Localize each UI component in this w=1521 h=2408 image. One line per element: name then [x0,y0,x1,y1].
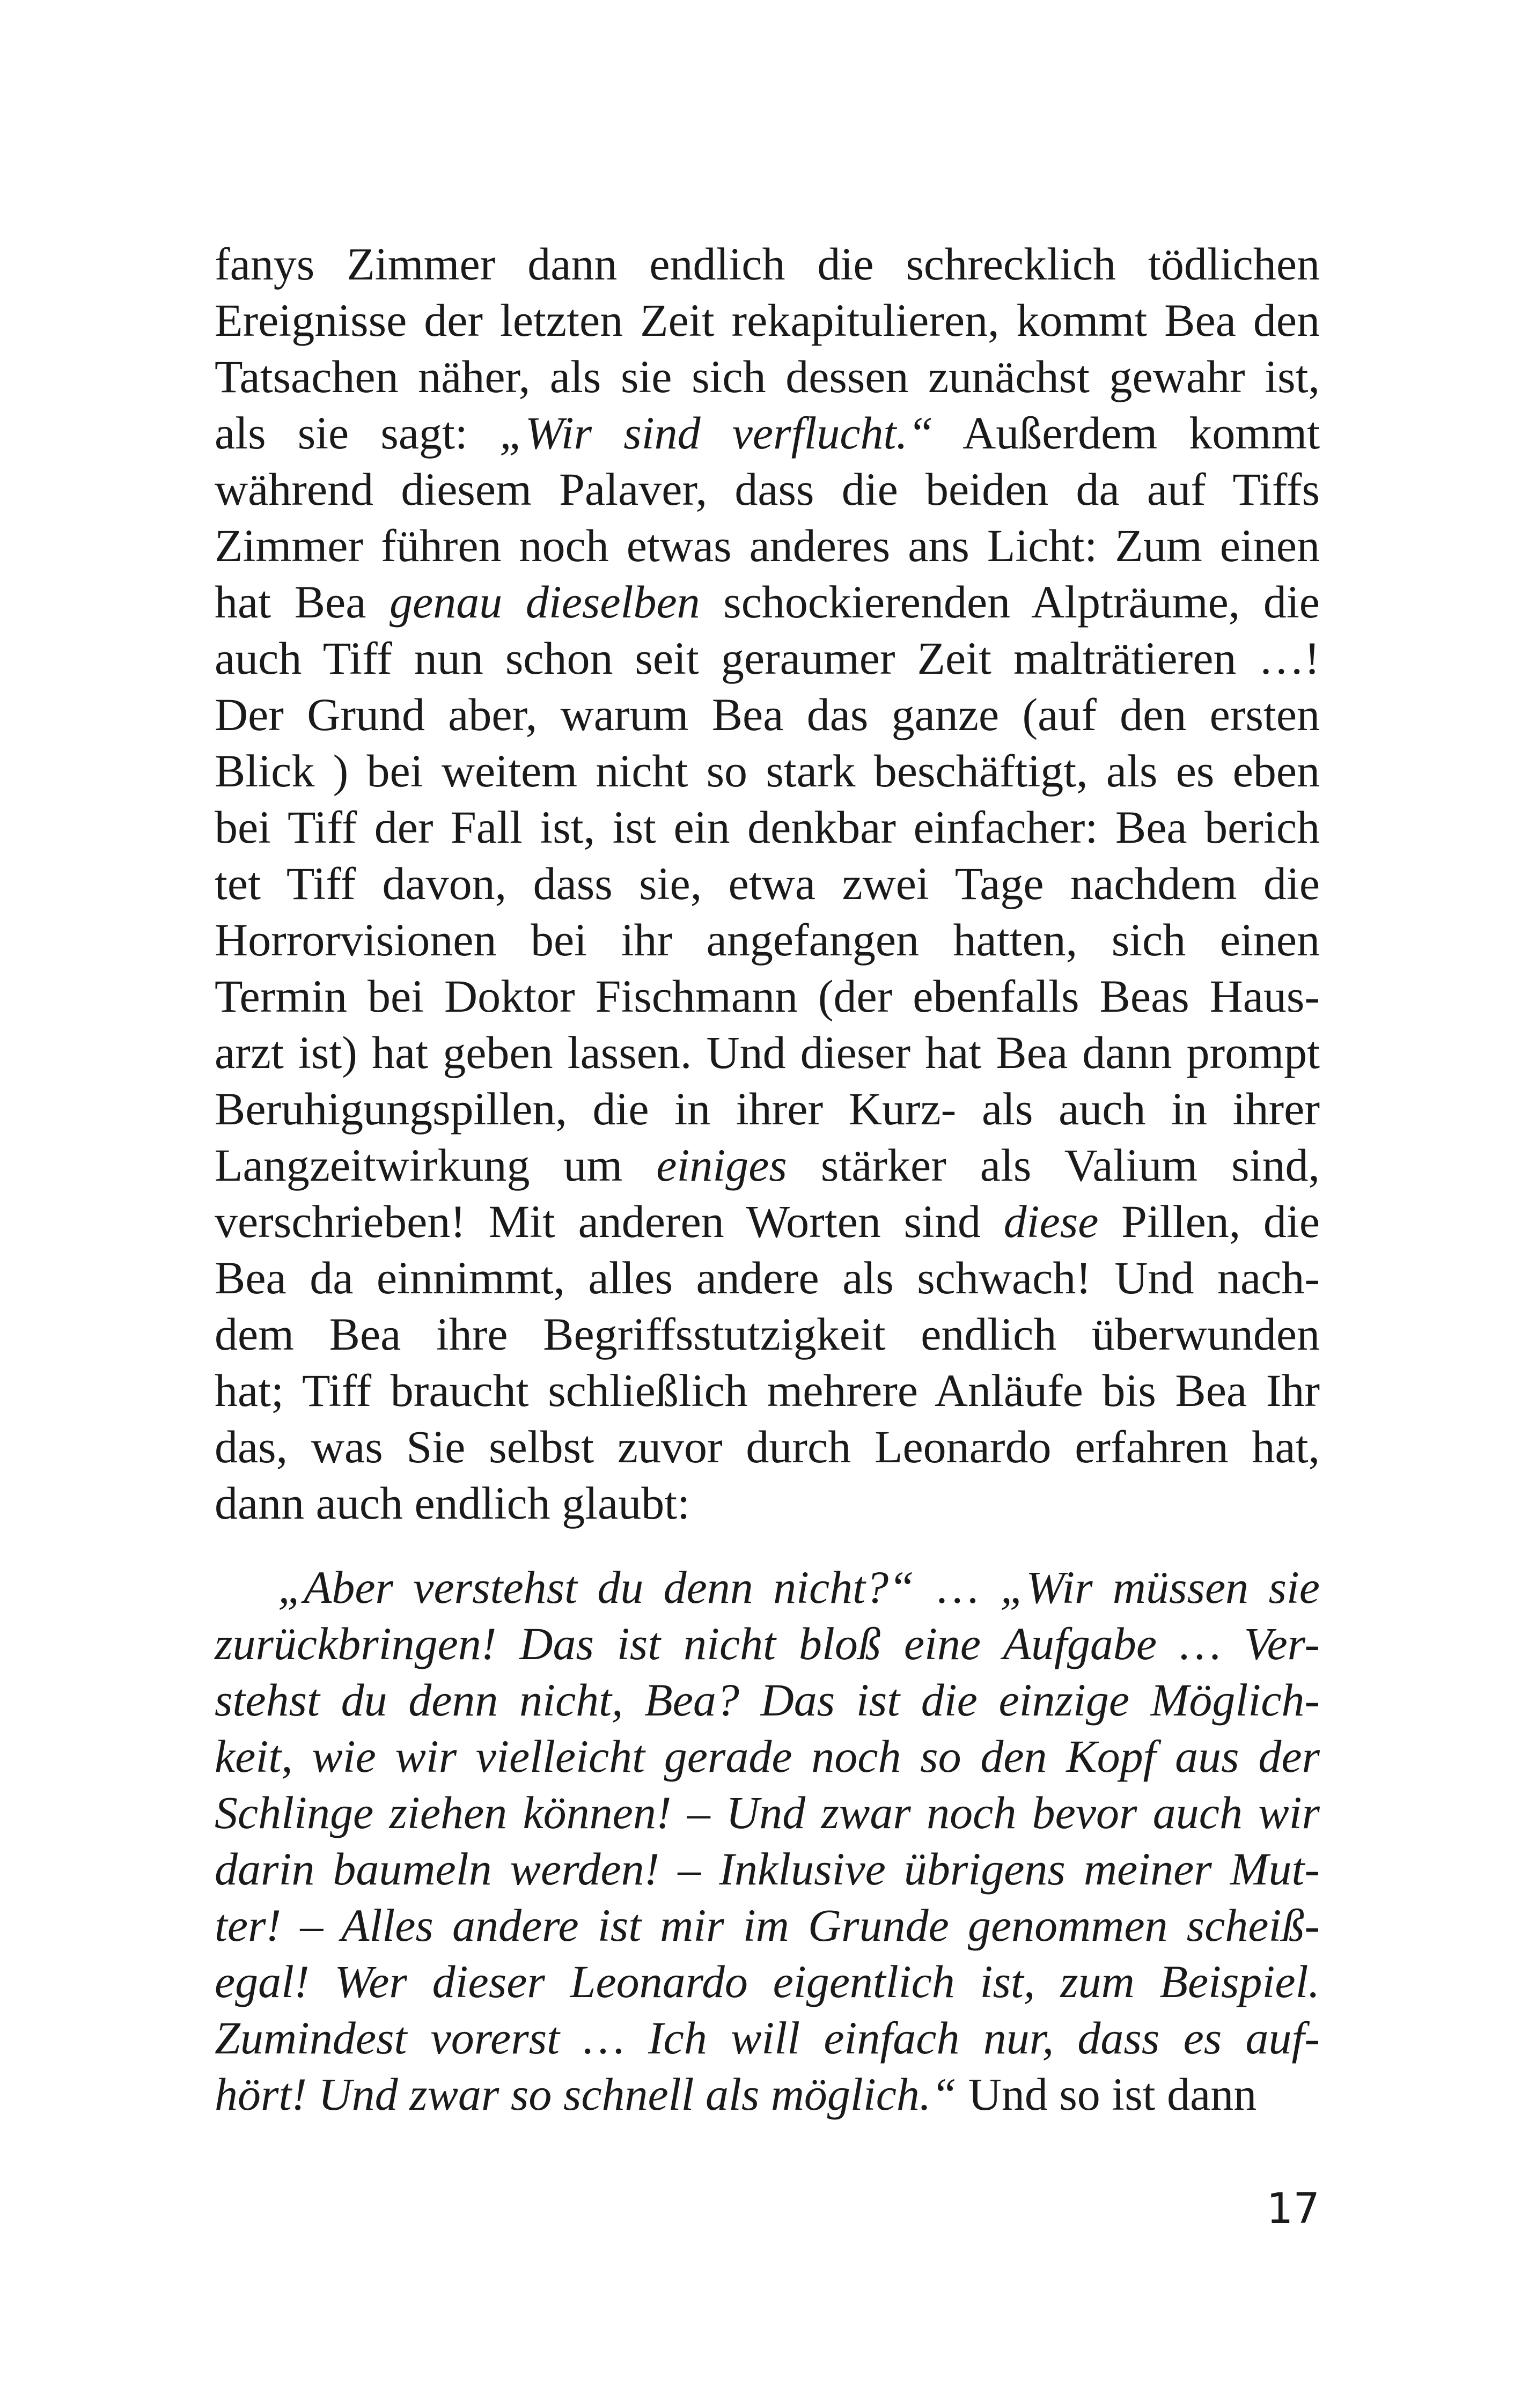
text-line [215,1419,1320,1475]
italic-text: Zumindest vorerst … Ich will einfach nur, dass es auf- [215,2012,1320,2064]
text-line [215,292,1320,349]
text-segment: das, was Sie selbst zuvor durch Leonardo erfahren hat, [215,1421,1320,1472]
text-segment: Ereignisse der letzten Zeit rekapitulieren, kommt Bea den [215,294,1320,346]
text-line [215,236,1320,292]
text-segment: bei Tiff der Fall ist, ist ein denkbar einfacher: Bea berich [215,801,1320,853]
text-line [215,1475,1320,1531]
text-line [215,1897,1320,1954]
text-segment: hat Bea [215,576,390,628]
text-line [215,743,1320,799]
page-number: 17 [1266,2185,1320,2233]
italic-text: egal! Wer dieser Leonardo eigentlich ist, zum Beispiel. [215,1956,1320,2007]
text-line [215,1841,1320,1897]
text-segment: tet Tiff davon, dass sie, etwa zwei Tage nachdem die [215,858,1320,909]
text-line [215,912,1320,968]
text-line [215,687,1320,743]
text-segment: verschrieben! Mit anderen Worten sind [215,1196,1004,1247]
italic-text: stehst du denn nicht, Bea? Das ist die einzige Möglich- [215,1674,1320,1726]
text-line [215,574,1320,630]
text-line [215,461,1320,518]
text-line [215,1025,1320,1081]
text-segment: … [914,1562,1001,1613]
text-segment: Beruhigungspillen, die in ihrer Kurz- als auch in ihrer [215,1083,1320,1135]
text-segment: Zimmer führen noch etwas anderes ans Licht: Zum einen [215,520,1320,571]
text-line [215,856,1320,912]
text-segment: während diesem Palaver, dass die beiden da auf Tiffs [215,463,1320,515]
text-segment: Der Grund aber, warum Bea das ganze (auf den ersten [215,689,1320,740]
italic-text: „Wir müssen sie [1000,1562,1320,1613]
italic-text: hört! Und zwar so schnell als möglich.“ [215,2068,957,2120]
italic-text: ter! – Alles andere ist mir im Grunde genommen scheiß- [215,1899,1320,1951]
text-line [215,2066,1320,2123]
text-line [215,1954,1320,2010]
body-text [215,236,1320,2123]
italic-text: diese [1003,1196,1099,1247]
text-segment: hat; Tiff braucht schließlich mehrere Anläufe bis Bea Ihr [215,1365,1320,1416]
text-line [215,1785,1320,1841]
paragraph-gap [215,1531,1320,1559]
text-segment: dann auch endlich glaubt: [215,1477,690,1529]
paragraph-2 [215,1559,1320,2123]
text-segment: Pillen, die [1098,1196,1320,1247]
text-line [215,518,1320,574]
paragraph-1 [215,236,1320,1531]
text-segment: Außerdem kommt [933,407,1320,459]
text-line [215,968,1320,1025]
italic-text: genau dieselben [390,576,700,628]
text-line [215,1672,1320,1728]
italic-text: keit, wie wir vielleicht gerade noch so den Kopf aus der [215,1730,1320,1782]
italic-text: darin baumeln werden! – Inklusive übrigens meiner Mut- [215,1843,1320,1895]
italic-text: einiges [656,1139,787,1191]
text-segment: Termin bei Doktor Fischmann (der ebenfalls Beas Haus- [215,970,1320,1022]
text-segment: Langzeitwirkung um [215,1139,657,1191]
text-segment: Bea da einnimmt, alles andere als schwach! Und nach- [215,1252,1320,1304]
text-segment: auch Tiff nun schon seit geraumer Zeit malträtieren …! [215,632,1320,684]
text-line [215,1137,1320,1194]
text-line [215,1194,1320,1250]
text-segment: Horrorvisionen bei ihr angefangen hatten, sich einen [215,914,1320,966]
text-line [215,349,1320,405]
text-line [215,1363,1320,1419]
italic-text: zurückbringen! Das ist nicht bloß eine Aufgabe … Ver- [215,1618,1320,1669]
text-line [215,630,1320,687]
text-segment: stärker als Valium sind, [787,1139,1320,1191]
text-segment: schockierenden Alpträume, die [700,576,1320,628]
text-line [215,1616,1320,1672]
italic-text: Schlinge ziehen können! – Und zwar noch bevor auch wir [215,1787,1320,1838]
text-line [215,1081,1320,1137]
italic-text: „Aber verstehst du denn nicht?“ [278,1562,914,1613]
text-line [215,1306,1320,1363]
text-line [215,799,1320,856]
text-line [215,1559,1320,1616]
text-segment: fanys Zimmer dann endlich die schrecklich tödlichen [215,238,1320,290]
text-segment: Und so ist dann [957,2068,1257,2120]
text-segment: dem Bea ihre Begriffsstutzigkeit endlich überwunden [215,1308,1320,1360]
text-line [215,2010,1320,2066]
text-line [215,1250,1320,1306]
italic-text: „Wir sind verflucht.“ [499,407,934,459]
text-segment: arzt ist) hat geben lassen. Und dieser hat Bea dann prompt [215,1027,1320,1078]
text-segment: Tatsachen näher, als sie sich dessen zunächst gewahr ist, [215,351,1320,402]
text-segment: als sie sagt: [215,407,499,459]
text-segment: Blick ) bei weitem nicht so stark beschäftigt, als es eben [215,745,1320,797]
text-line [215,405,1320,461]
text-line [215,1728,1320,1785]
